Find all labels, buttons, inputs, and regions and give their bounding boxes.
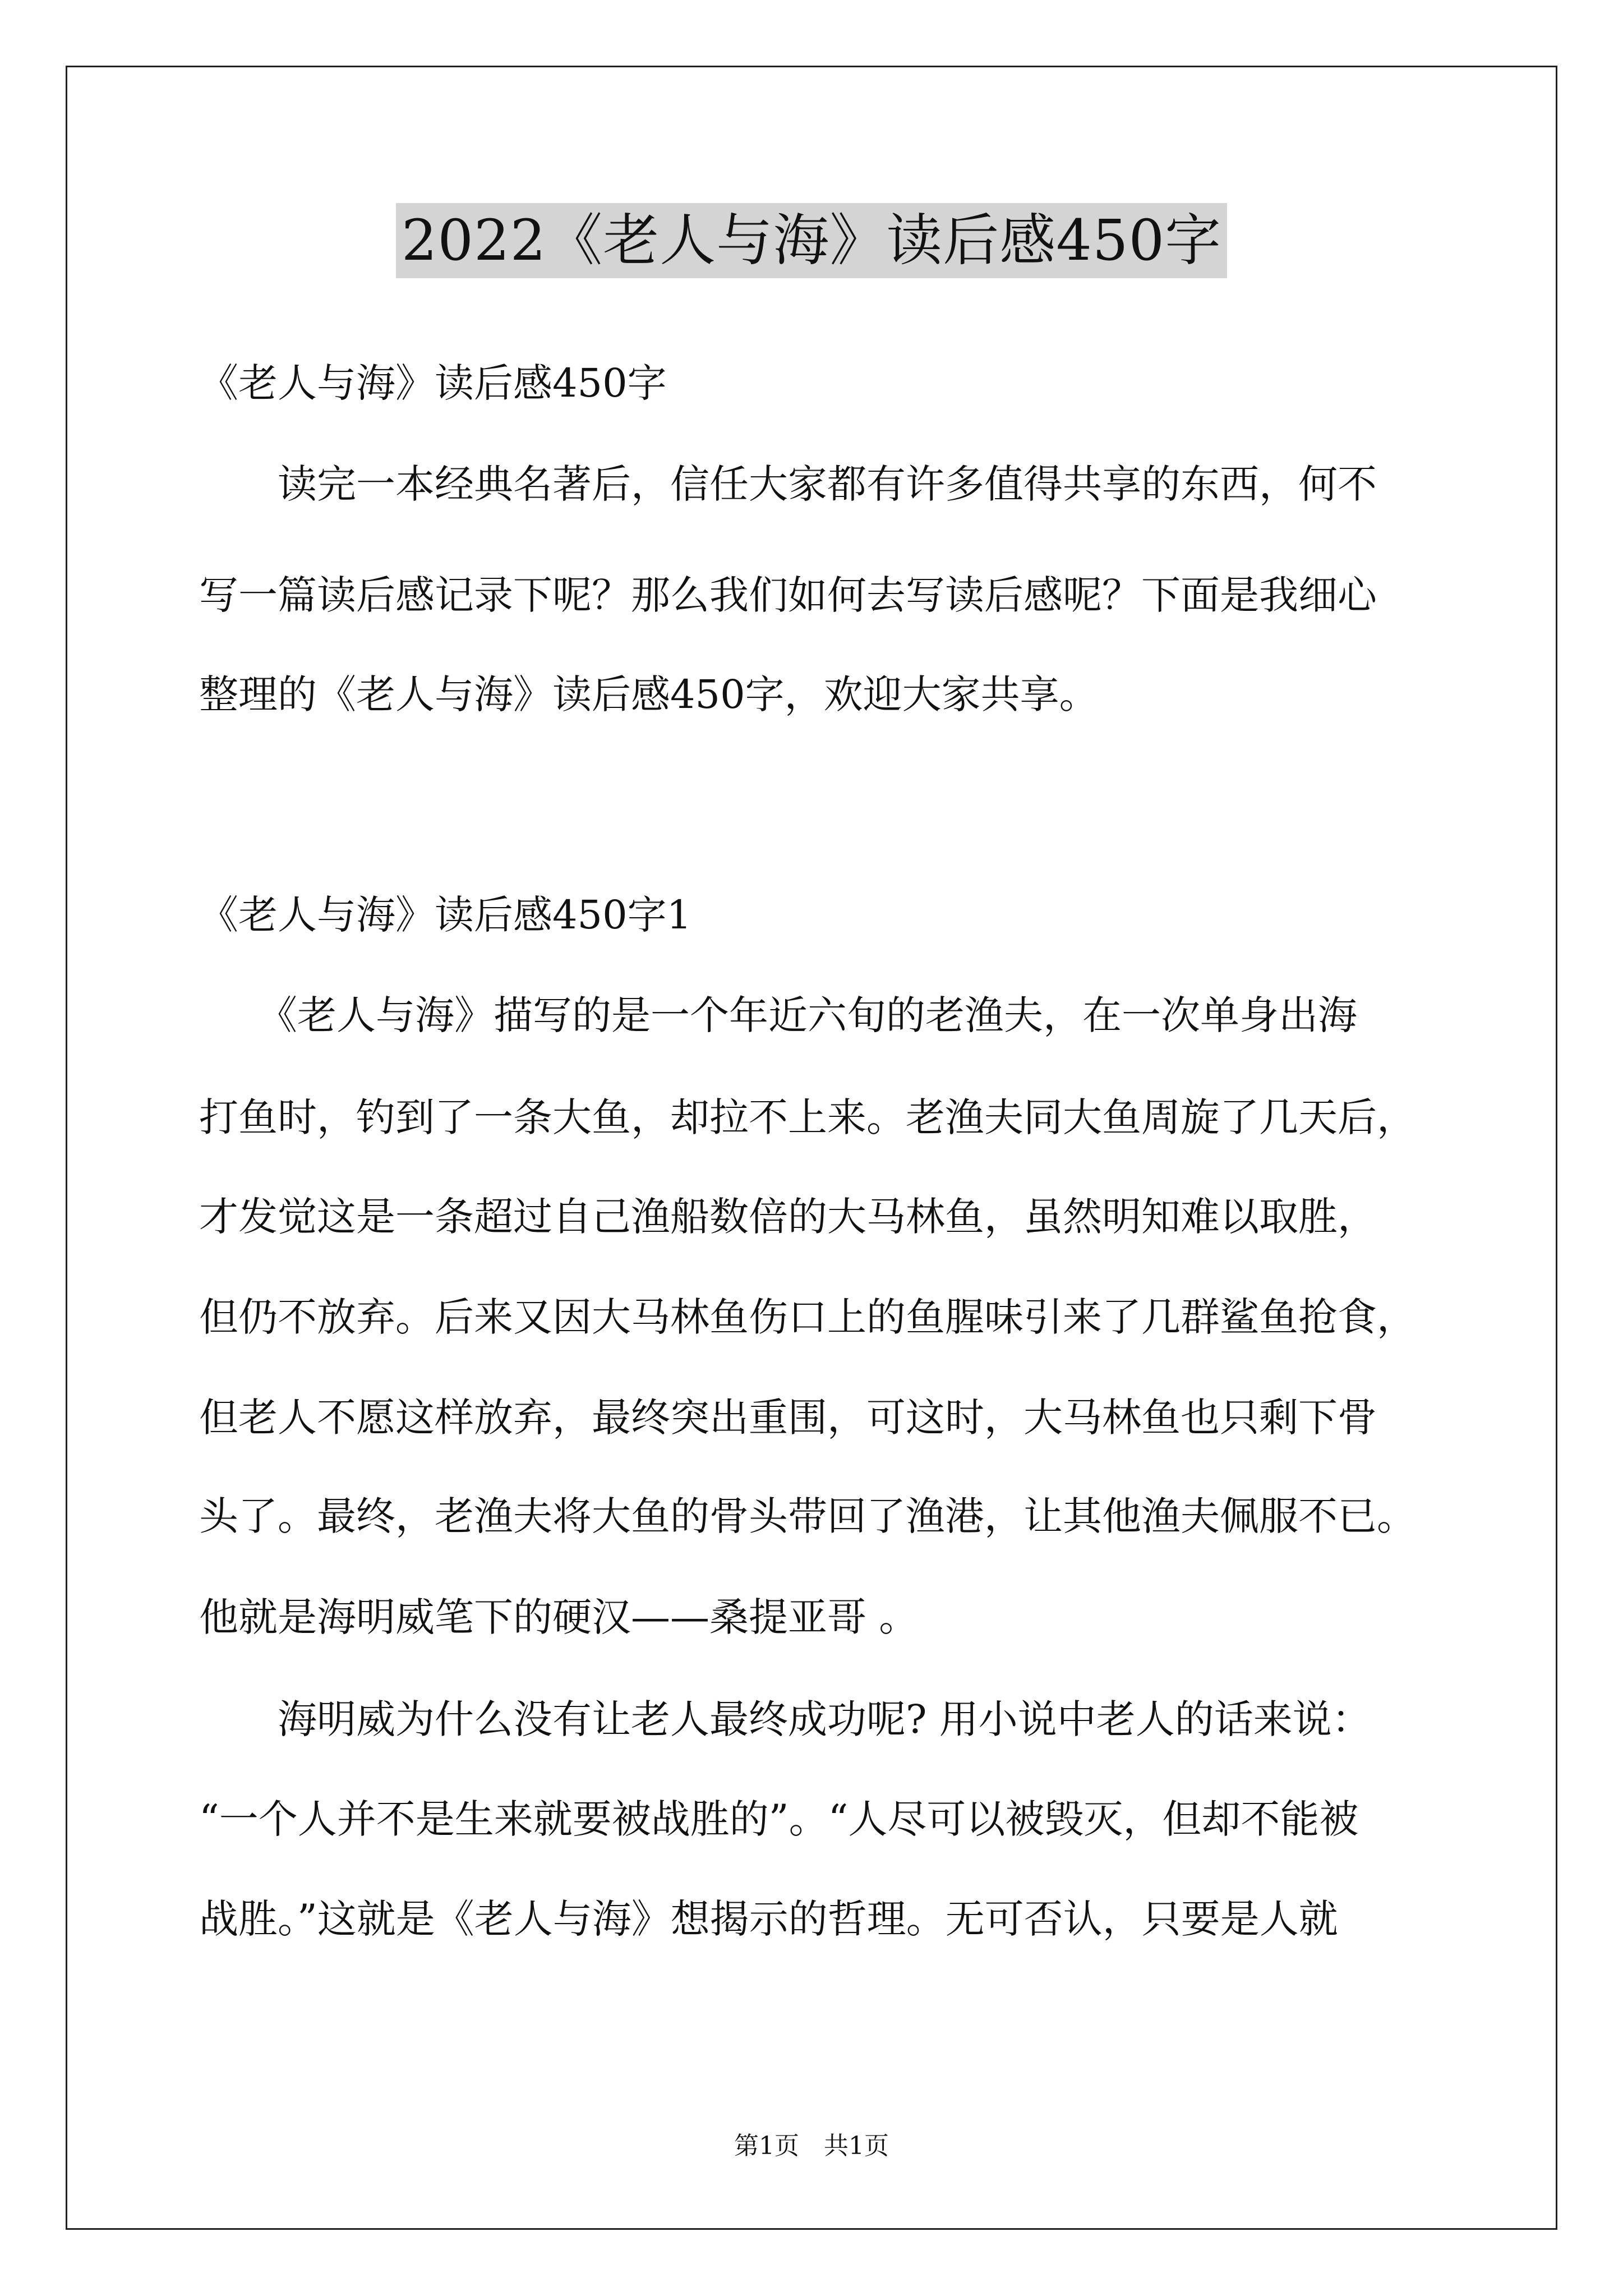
paragraph-line: “一个人并不是生来就要被战胜的”。“人尽可以被毁灭，但却不能被	[199, 1796, 1359, 1842]
paragraph-line: 才发觉这是一条超过自己渔船数倍的大马林鱼，虽然明知难以取胜，	[199, 1194, 1377, 1240]
section-heading: 《老人与海》读后感450字1	[199, 892, 692, 938]
document-title: 2022《老人与海》读后感450字	[396, 203, 1227, 278]
section-heading: 《老人与海》读后感450字	[199, 360, 667, 406]
paragraph-line: 打鱼时，钓到了一条大鱼，却拉不上来。老渔夫同大鱼周旋了几天后，	[199, 1094, 1416, 1140]
paragraph-line: 读完一本经典名著后，信任大家都有许多值得共享的东西，何不	[199, 461, 1377, 507]
page-number-footer: 第1页 共1页	[734, 2132, 889, 2160]
paragraph-line: 但仍不放弃。后来又因大马林鱼伤口上的鱼腥味引来了几群鲨鱼抢食，	[199, 1294, 1416, 1340]
paragraph-line: 战胜。”这就是《老人与海》想揭示的哲理。无可否认，只要是人就	[199, 1896, 1338, 1942]
paragraph-line: 写一篇读后感记录下呢？那么我们如何去写读后感呢？下面是我细心	[199, 572, 1377, 618]
paragraph-line: 他就是海明威笔下的硬汉——桑提亚哥 。	[199, 1594, 919, 1640]
paragraph-line: 《老人与海》描写的是一个年近六旬的老渔夫，在一次单身出海	[199, 992, 1357, 1038]
paragraph-line: 整理的《老人与海》读后感450字，欢迎大家共享。	[199, 671, 1099, 717]
paragraph-line: 海明威为什么没有让老人最终成功呢? 用小说中老人的话来说：	[199, 1696, 1371, 1742]
paragraph-line: 但老人不愿这样放弃，最终突出重围，可这时，大马林鱼也只剩下骨	[199, 1395, 1377, 1441]
title-container	[0, 203, 1623, 278]
paragraph-line: 头了。最终，老渔夫将大鱼的骨头带回了渔港，让其他渔夫佩服不已。	[199, 1493, 1416, 1539]
